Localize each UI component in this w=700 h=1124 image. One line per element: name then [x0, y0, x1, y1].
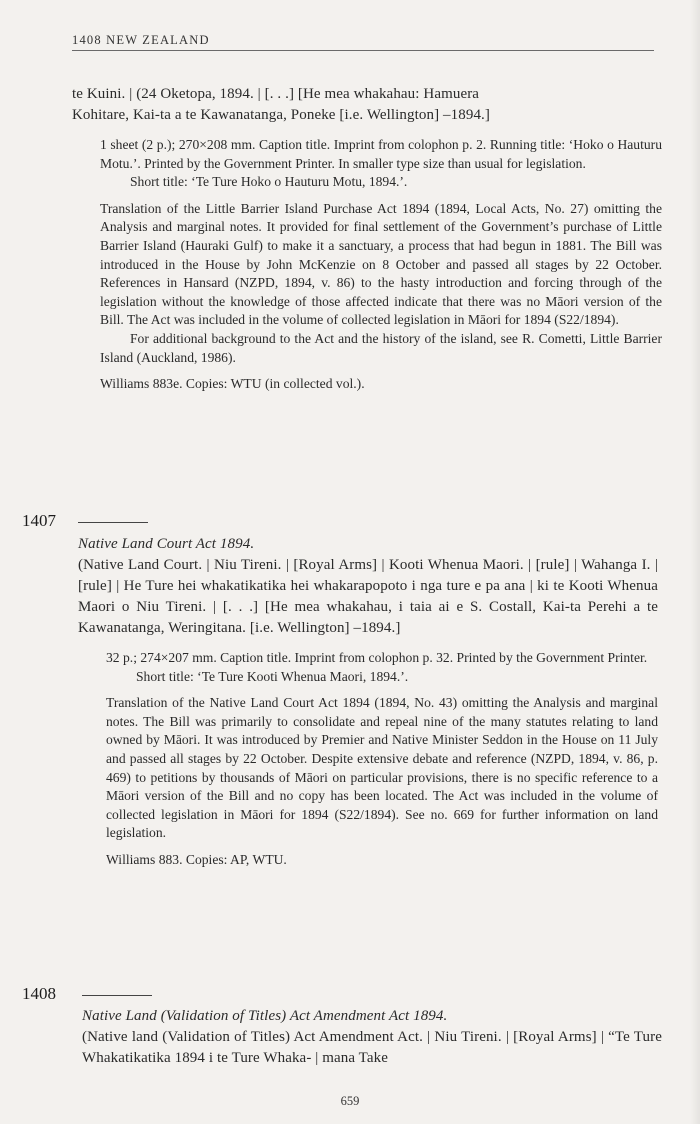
physical-description: 1 sheet (2 p.); 270×208 mm. Caption title. Imprint from colophon p. 2. Running title: ‘Hoko o Hauturu Motu.’. Printed by the Government Printer. In smaller type size than usual for legislation.: [100, 137, 662, 171]
entry-number: 1408: [22, 984, 56, 1003]
translation-note: Translation of the Native Land Court Act 1894 (1894, No. 43) omitting the Analysis and marginal notes. The Bill was primarily to consolidate and repeal nine of the many statutes relating to land owned by Māori. It was introduced by Premier and Native Minister Seddon in the House on 11 July and passed all stages by 22 October. Despite extensive debate and reference (NZPD, 1894, v. 86, p. 469) to petitions by thousands of Māori on particular provisions, there is no specific reference to a Māori version of the Bill and no copy has been located. The Act was included in the volume of collected legislation in Māori for 1894 (S22/1894). See no. 669 for further information on land legislation.: [106, 695, 658, 841]
entry-title: Native Land Court Act 1894.: [78, 536, 255, 552]
entry-title: Native Land (Validation of Titles) Act Amendment Act 1894.: [82, 1008, 448, 1024]
transcription-line-2: Kohitare, Kai-ta a te Kawanatanga, Poneke [i.e. Wellington] –1894.]: [72, 107, 490, 123]
entry-transcription: (Native Land Court. | Niu Tireni. | [Royal Arms] | Kooti Whenua Maori. | [rule] | Wahanga I. | [rule] | He Ture hei whakatikatika hei whakarapopoto i nga ture e pa ana | ki te Kooti Whenua Maori o Niu Tireni. | [. . .] [He mea whakahau, i taia ai e S. Costall, Kai-ta Perehi a te Kawanatanga, Weringitana. [i.e. Wellington] –1894.]: [78, 557, 658, 636]
continued-transcription: [72, 84, 662, 126]
continued-notes: [100, 136, 662, 394]
entry-1408-body: [82, 1006, 662, 1069]
continued-entry: [72, 84, 662, 394]
entry-dash: [78, 522, 148, 523]
short-title: Short title: ‘Te Ture Kooti Whenua Maori, 1894.’.: [136, 668, 409, 684]
entry-1408: [22, 984, 662, 1006]
background-note: For additional background to the Act and the history of the island, see R. Cometti, Little Barrier Island (Auckland, 1986).: [100, 330, 662, 365]
references: Williams 883. Copies: AP, WTU.: [106, 851, 287, 867]
short-title: Short title: ‘Te Ture Hoko o Hauturu Motu, 1894.’.: [130, 174, 408, 190]
entry-1407: [22, 511, 662, 533]
entry-transcription: (Native land (Validation of Titles) Act Amendment Act. | Niu Tireni. | [Royal Arms] | “Te Ture Whakatikatika 1894 i te Ture Whaka- | mana Take: [82, 1029, 662, 1066]
entry-number: 1407: [22, 511, 56, 530]
entry-head: [22, 984, 662, 1006]
references: Williams 883e. Copies: WTU (in collected vol.).: [100, 376, 365, 392]
page-edge-shadow: [690, 0, 700, 1124]
entry-1407-body: [78, 534, 658, 870]
running-head: 1408 NEW ZEALAND: [72, 33, 654, 51]
entry-head: [22, 511, 662, 533]
translation-note: Translation of the Little Barrier Island Purchase Act 1894 (1894, Local Acts, No. 27) omitting the Analysis and marginal notes. It provided for final settlement of the Government’s purchase of Little Barrier Island (Hauraki Gulf) to make it a sanctuary, a process that had begun in 1881. The Bill was introduced in the House by John McKenzie on 8 October and passed all stages by 22 October. References in Hansard (NZPD, 1894, v. 86) to the hasty introduction and forcing through of the legislation without the knowledge of those affected indicate that there was no Māori version of the Bill. The Act was included in the volume of collected legislation in Māori for 1894 (S22/1894).: [100, 200, 662, 328]
transcription-line-1: te Kuini. | (24 Oketopa, 1894. | [. . .] [He mea whakahau: Hamuera: [72, 86, 480, 102]
entry-notes: [106, 649, 658, 870]
entry-dash: [82, 995, 152, 996]
physical-description: 32 p.; 274×207 mm. Caption title. Imprint from colophon p. 32. Printed by the Government Printer.: [106, 650, 648, 665]
page-number: 659: [340, 1094, 360, 1108]
